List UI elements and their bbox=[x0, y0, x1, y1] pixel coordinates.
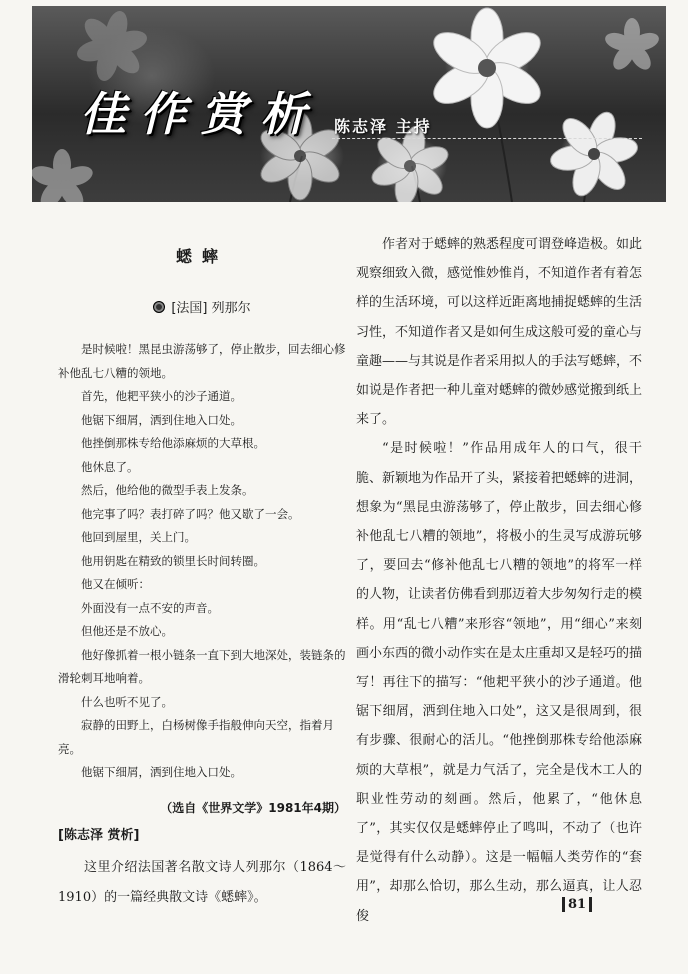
appreciation-right bbox=[356, 230, 642, 931]
paragraph: 作者对于蟋蟀的熟悉程度可谓登峰造极。如此观察细致入微，感觉惟妙惟肖，不知道作者有着怎样的生活环境，可以这样近距离地捕捉蟋蟀的生活习性，不知道作者又是如何生成这般可爱的童心与童趣——与其说是作者采用拟人的手法写蟋蟀，不如说是作者把一种儿童对蟋蟀的微妙感觉搬到纸上来了。 bbox=[356, 237, 643, 428]
poem-line: 是时候啦！黑昆虫游荡够了，停止散步，回去细心修补他乱七八糟的领地。 bbox=[58, 342, 346, 380]
poem-line: 他完事了吗？表打碎了吗？他又歇了一会。 bbox=[81, 506, 300, 521]
poem-line: 他好像抓着一根小链条一直下到大地深处，装链条的滑轮刺耳地响着。 bbox=[58, 647, 346, 685]
paragraph: “是时候啦！”作品用成年人的口气，很干脆、新颖地为作品开了头，紧接着把蟋蟀的进洞，想象为“黑昆虫游荡够了，停止散步，回去细心修补他乱七八糟的领地”，将极小的生灵写成游玩够了，要回去“修补他乱七八糟的领地”的将军一样的人物，让读者仿佛看到那迈着大步匆匆行走的模样。用“乱七八糟”来形容“领地”，用“细心”来刻画小东西的微小动作实在是太庄重却又是轻巧的描写！再往下的描写：“他耙平狭小的沙子通道。他锯下细屑，洒到住地入口处”，这又是很周到，很有步骤、很耐心的活儿。“他挫倒那株专给他添麻烦的大草根”，就是力气活了，完全是伐木工人的职业性劳动的刻画。然后，他累了，“他休息了”，其实仅仅是蟋蟀停止了鸣叫，不动了（也许是觉得有什么动静）。这是一幅幅人类劳作的“套用”，却那么恰切，那么生动，那么逼真，让人忍俊 bbox=[356, 441, 643, 924]
poem-line: 他锯下细屑，洒到住地入口处。 bbox=[81, 412, 242, 427]
right-column bbox=[356, 230, 642, 931]
paragraph: 这里介绍法国著名散文诗人列那尔（1864～1910）的一篇经典散文诗《蟋蟀》。 bbox=[58, 859, 346, 905]
poem-line: 他用钥匙在精致的锁里长时间转圈。 bbox=[81, 553, 265, 568]
appreciation-left bbox=[58, 853, 346, 913]
poem-line: 他又在倾听： bbox=[81, 577, 150, 591]
poem-line: 外面没有一点不安的声音。 bbox=[81, 600, 219, 615]
page-number: 81 bbox=[562, 897, 592, 912]
section-host: 陈志泽 主持 bbox=[334, 117, 432, 136]
poem-title: 蟋蟀 bbox=[175, 247, 228, 266]
poem-line: 他挫倒那株专给他添麻烦的大草根。 bbox=[81, 436, 265, 450]
poem-line: 但他还是不放心。 bbox=[81, 624, 173, 638]
poem-body bbox=[58, 338, 346, 785]
poem-line: 他休息了。 bbox=[81, 459, 139, 474]
poem-line: 什么也听不见了。 bbox=[81, 694, 173, 709]
banner-divider bbox=[332, 138, 642, 139]
left-column bbox=[58, 236, 346, 913]
poem-author-text: [法国] 列那尔 bbox=[171, 301, 251, 316]
header-banner bbox=[32, 6, 666, 202]
poem-author bbox=[58, 297, 346, 316]
poem-line: 寂静的田野上，白杨树像手指般伸向天空，指着月亮。 bbox=[58, 718, 334, 756]
appreciation-label: [陈志泽 赏析] bbox=[58, 827, 140, 843]
bullet-icon bbox=[153, 301, 165, 313]
poem-source: （选自《世界文学》1981年4期） bbox=[160, 800, 346, 815]
poem-line: 然后，他给他的微型手表上发条。 bbox=[81, 483, 254, 497]
poem-line: 首先，他耙平狭小的沙子通道。 bbox=[81, 389, 242, 403]
poem-line: 他回到屋里，关上门。 bbox=[81, 530, 196, 544]
poem-line: 他锯下细屑，洒到住地入口处。 bbox=[81, 765, 242, 779]
section-title: 佳作赏析 bbox=[80, 87, 320, 141]
